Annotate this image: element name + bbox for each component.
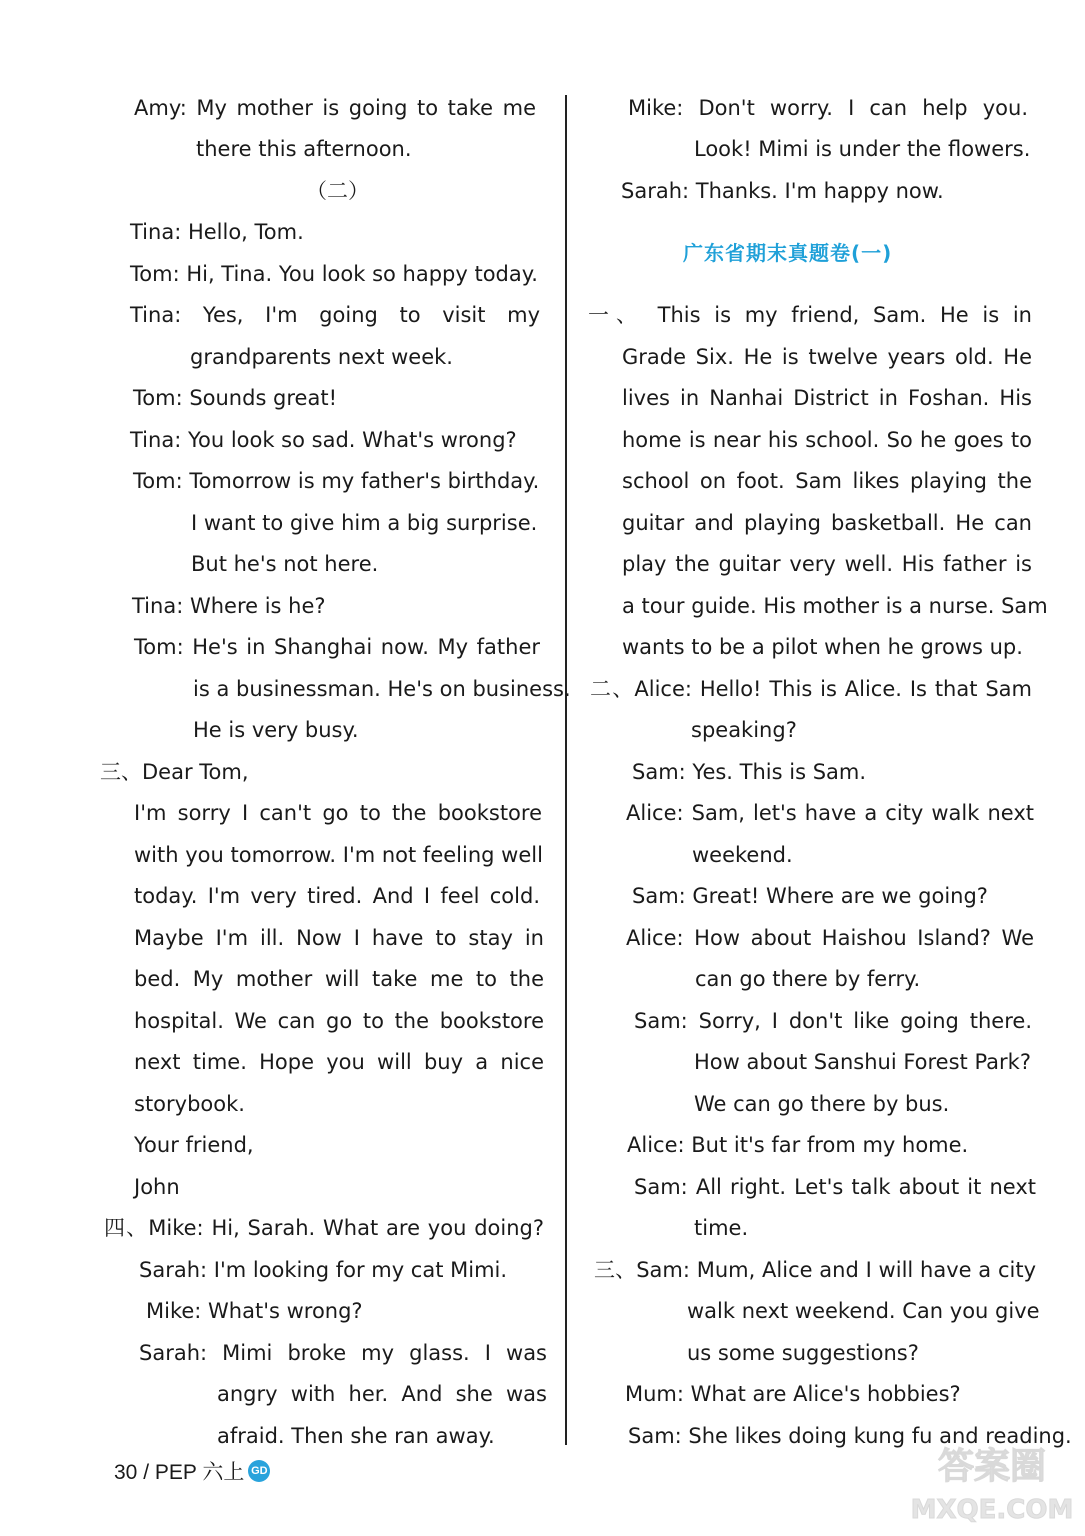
svg-text:答案圈: 答案圈 [937,1446,1047,1487]
dialogue-line: weekend. [692,843,793,867]
letter-line: today. I'm very tired. And I feel cold. [134,884,540,908]
dialogue-line: angry with her. And she was [217,1382,547,1406]
svg-text:MXQE.COM: MXQE.COM [910,1495,1074,1525]
dialogue-line: can go there by ferry. [695,967,921,991]
dialogue-line: 三、Sam: Mum, Alice and I will have a city [594,1258,1036,1282]
letter-signature: John [134,1175,180,1199]
letter-line: next time. Hope you will buy a nice [134,1050,544,1074]
dialogue-line: I want to give him a big surprise. [191,511,538,535]
letter-line: bed. My mother will take me to the [134,967,544,991]
passage-line: wants to be a pilot when he grows up. [622,635,1023,659]
passage-line: lives in Nanhai District in Foshan. His [622,386,1032,410]
dialogue-line: afraid. Then she ran away. [217,1424,495,1448]
dialogue-line: Amy: My mother is going to take me [134,96,536,120]
dialogue-line: But he's not here. [191,552,379,576]
dialogue-line: We can go there by bus. [694,1092,950,1116]
dialogue-line: He is very busy. [193,718,359,742]
dialogue-line: there this afternoon. [196,137,412,161]
dialogue-line: Tina: Where is he? [132,594,326,618]
dialogue-line: Mike: What's wrong? [146,1299,363,1323]
dialogue-line: time. [694,1216,749,1240]
dialogue-line: How about Sanshui Forest Park? [694,1050,1031,1074]
section-title: 广东省期末真题卷(一) [683,241,893,265]
letter-line: Maybe I'm ill. Now I have to stay in [134,926,544,950]
region-badge-icon: GD [248,1460,270,1482]
dialogue-line: Tina: Yes, I'm going to visit my [130,303,540,327]
letter-greeting: 三、Dear Tom, [100,760,249,784]
page-number: 30 / PEP 六上 [114,1461,245,1484]
dialogue-line: grandparents next week. [190,345,453,369]
dialogue-line: Look! Mimi is under the flowers. [694,137,1031,161]
dialogue-line: Alice: How about Haishou Island? We [626,926,1034,950]
dialogue-line: Sarah: I'm looking for my cat Mimi. [139,1258,508,1282]
dialogue-line: Tom: Hi, Tina. You look so happy today. [130,262,538,286]
dialogue-line: Sarah: Thanks. I'm happy now. [621,179,944,203]
column-divider [565,95,567,1445]
dialogue-line: Tom: Sounds great! [133,386,338,410]
dialogue-line: 四、Mike: Hi, Sarah. What are you doing? [104,1216,544,1240]
dialogue-line: Mum: What are Alice's hobbies? [625,1382,961,1406]
dialogue-line: us some suggestions? [687,1341,919,1365]
dialogue-line: Tom: He's in Shanghai now. My father [134,635,540,659]
letter-line: I'm sorry I can't go to the bookstore [134,801,542,825]
section-subheading: （二） [306,179,369,203]
passage-line: 一、 This is my friend, Sam. He is in [588,303,1032,327]
dialogue-line: is a businessman. He's on business. [193,677,571,701]
dialogue-line: 二、Alice: Hello! This is Alice. Is that Sam [590,677,1032,701]
dialogue-line: Sam: She likes doing kung fu and reading. [628,1424,1072,1448]
dialogue-line: Tom: Tomorrow is my father's birthday. [133,469,540,493]
dialogue-line: Sam: All right. Let's talk about it next [634,1175,1036,1199]
page-footer [114,1456,270,1486]
dialogue-line: Sam: Yes. This is Sam. [632,760,867,784]
passage-line: guitar and playing basketball. He can [622,511,1032,535]
dialogue-line: Tina: You look so sad. What's wrong? [130,428,517,452]
passage-line: play the guitar very well. His father is [622,552,1032,576]
dialogue-line: Alice: But it's far from my home. [627,1133,969,1157]
dialogue-line: walk next weekend. Can you give [687,1299,1040,1323]
letter-closing: Your friend, [134,1133,254,1157]
dialogue-line: Mike: Don't worry. I can help you. [628,96,1028,120]
dialogue-line: Tina: Hello, Tom. [130,220,304,244]
passage-line: a tour guide. His mother is a nurse. Sam [622,594,1048,618]
passage-line: home is near his school. So he goes to [622,428,1032,452]
dialogue-line: speaking? [691,718,797,742]
passage-line: school on foot. Sam likes playing the [622,469,1032,493]
dialogue-line: Sarah: Mimi broke my glass. I was [139,1341,547,1365]
letter-line: with you tomorrow. I'm not feeling well [134,843,543,867]
watermark-logo [907,1434,1077,1530]
dialogue-line: Sam: Great! Where are we going? [632,884,988,908]
letter-line: storybook. [134,1092,245,1116]
dialogue-line: Sam: Sorry, I don't like going there. [634,1009,1032,1033]
passage-line: Grade Six. He is twelve years old. He [622,345,1032,369]
letter-line: hospital. We can go to the bookstore [134,1009,544,1033]
dialogue-line: Alice: Sam, let's have a city walk next [626,801,1034,825]
